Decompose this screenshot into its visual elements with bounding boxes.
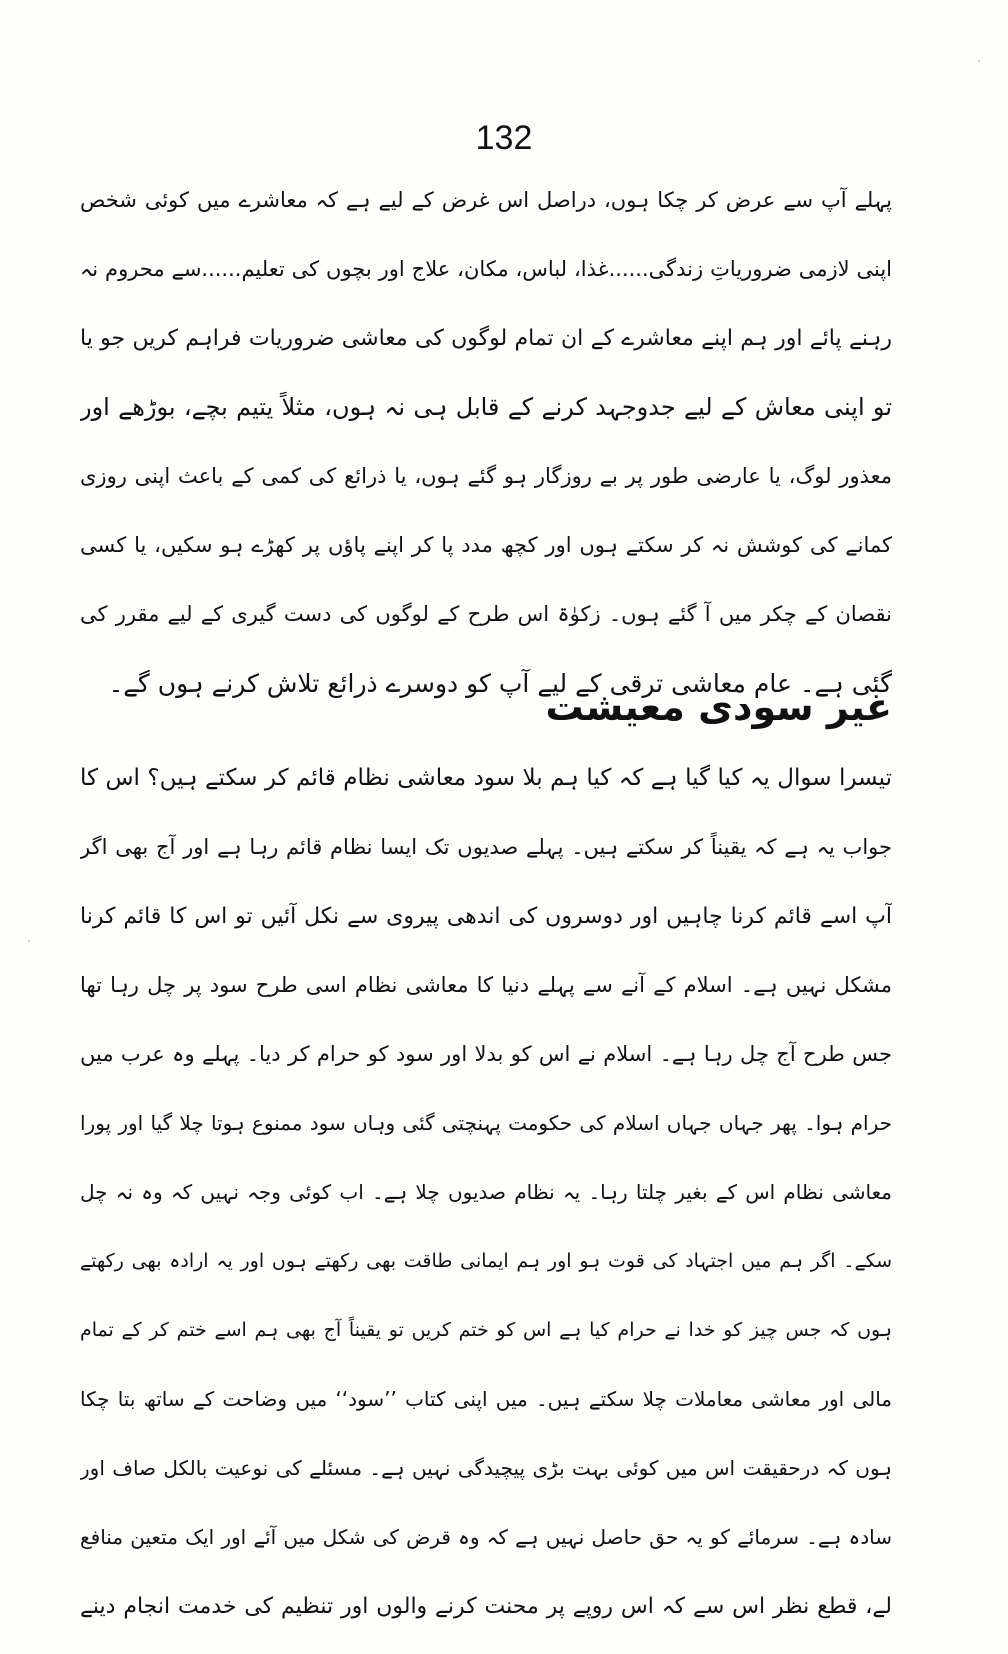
paragraph-zakat <box>80 166 892 718</box>
text-line: رہنے پائے اور ہم اپنے معاشرے کے ان تمام لوگوں کی معاشی ضروریات فراہم کریں جو یا <box>80 326 892 351</box>
text-line: نقصان کے چکر میں آ گئے ہوں۔ زکوٰۃ اس طرح کے لوگوں کی دست گیری کے لیے مقرر کی <box>80 602 892 626</box>
text-line: سکے۔ اگر ہم میں اجتہاد کی قوت ہو اور ہم ایمانی طاقت بھی رکھتے ہوں اور یہ ارادہ بھی رکھتے <box>80 1250 892 1272</box>
text-line: آپ اسے قائم کرنا چاہیں اور دوسروں کی اندھی پیروی سے نکل آئیں تو اس کا قائم کرنا <box>80 904 892 929</box>
text-line: کمانے کی کوشش نہ کر سکتے ہوں اور کچھ مدد پا کر اپنے پاؤں پر کھڑے ہو سکیں، یا کسی <box>80 533 892 557</box>
text-line: تیسرا سوال یہ کیا گیا ہے کہ کیا ہم بلا سود معاشی نظام قائم کر سکتے ہیں؟ اس کا <box>80 765 892 791</box>
scan-speck <box>978 60 980 62</box>
scan-speck <box>28 940 30 942</box>
text-line: معذور لوگ، یا عارضی طور پر بے روزگار ہو گئے ہوں، یا ذرائع کی کمی کے باعث اپنی روزی <box>80 464 892 488</box>
section-heading: غیر سودی معیشت <box>545 685 892 729</box>
text-line: جواب یہ ہے کہ یقیناً کر سکتے ہیں۔ پہلے صدیوں تک ایسا نظام قائم رہا ہے اور آج بھی اگر <box>80 835 892 859</box>
text-line: اپنی لازمی ضروریاتِ زندگی......غذا، لباس، مکان، علاج اور بچوں کی تعلیم......سے محروم نہ <box>80 257 892 281</box>
text-line: تو اپنی معاش کے لیے جدوجہد کرنے کے قابل ہی نہ ہوں، مثلاً یتیم بچے، بوڑھے اور <box>80 393 892 421</box>
page-number: 132 <box>475 119 533 157</box>
text-line: معاشی نظام اس کے بغیر چلتا رہا۔ یہ نظام صدیوں چلا ہے۔ اب کوئی وجہ نہیں کہ وہ نہ چل <box>80 1180 892 1204</box>
text-line: سادہ ہے۔ سرمائے کو یہ حق حاصل نہیں ہے کہ وہ قرض کی شکل میں آئے اور ایک متعین منافع <box>80 1525 892 1549</box>
text-line: مشکل نہیں ہے۔ اسلام کے آنے سے پہلے دنیا کا معاشی نظام اسی طرح سود پر چل رہا تھا <box>80 973 892 997</box>
text-line: حرام ہوا۔ پھر جہاں جہاں اسلام کی حکومت پہنچتی گئی وہاں سود ممنوع ہوتا چلا گیا اور پورا <box>80 1111 892 1135</box>
text-line: مالی اور معاشی معاملات چلا سکتے ہیں۔ میں اپنی کتاب ’’سود‘‘ میں وضاحت کے ساتھ بتا چکا <box>80 1387 892 1411</box>
text-line: ہوں کہ درحقیقت اس میں کوئی بہت بڑی پیچیدگی نہیں ہے۔ مسئلے کی نوعیت بالکل صاف اور <box>80 1456 892 1480</box>
paragraph-interest-free-economy <box>80 744 892 1641</box>
text-line: جس طرح آج چل رہا ہے۔ اسلام نے اس کو بدلا اور سود کو حرام کر دیا۔ پہلے وہ عرب میں <box>80 1042 892 1066</box>
text-line: گئی ہے۔ عام معاشی ترقی کے لیے آپ کو دوسرے ذرائع تلاش کرنے ہوں گے۔ <box>108 669 892 698</box>
text-line: پہلے آپ سے عرض کر چکا ہوں، دراصل اس غرض کے لیے ہے کہ معاشرے میں کوئی شخص <box>80 188 892 212</box>
text-line: ہوں کہ جس چیز کو خدا نے حرام کیا ہے اس کو ختم کریں تو یقیناً آج بھی ہم اسے ختم کر کے تمام <box>80 1319 892 1341</box>
text-line: لے، قطع نظر اس سے کہ اس روپے پر محنت کرنے والوں اور تنظیم کی خدمت انجام دینے <box>80 1594 892 1619</box>
